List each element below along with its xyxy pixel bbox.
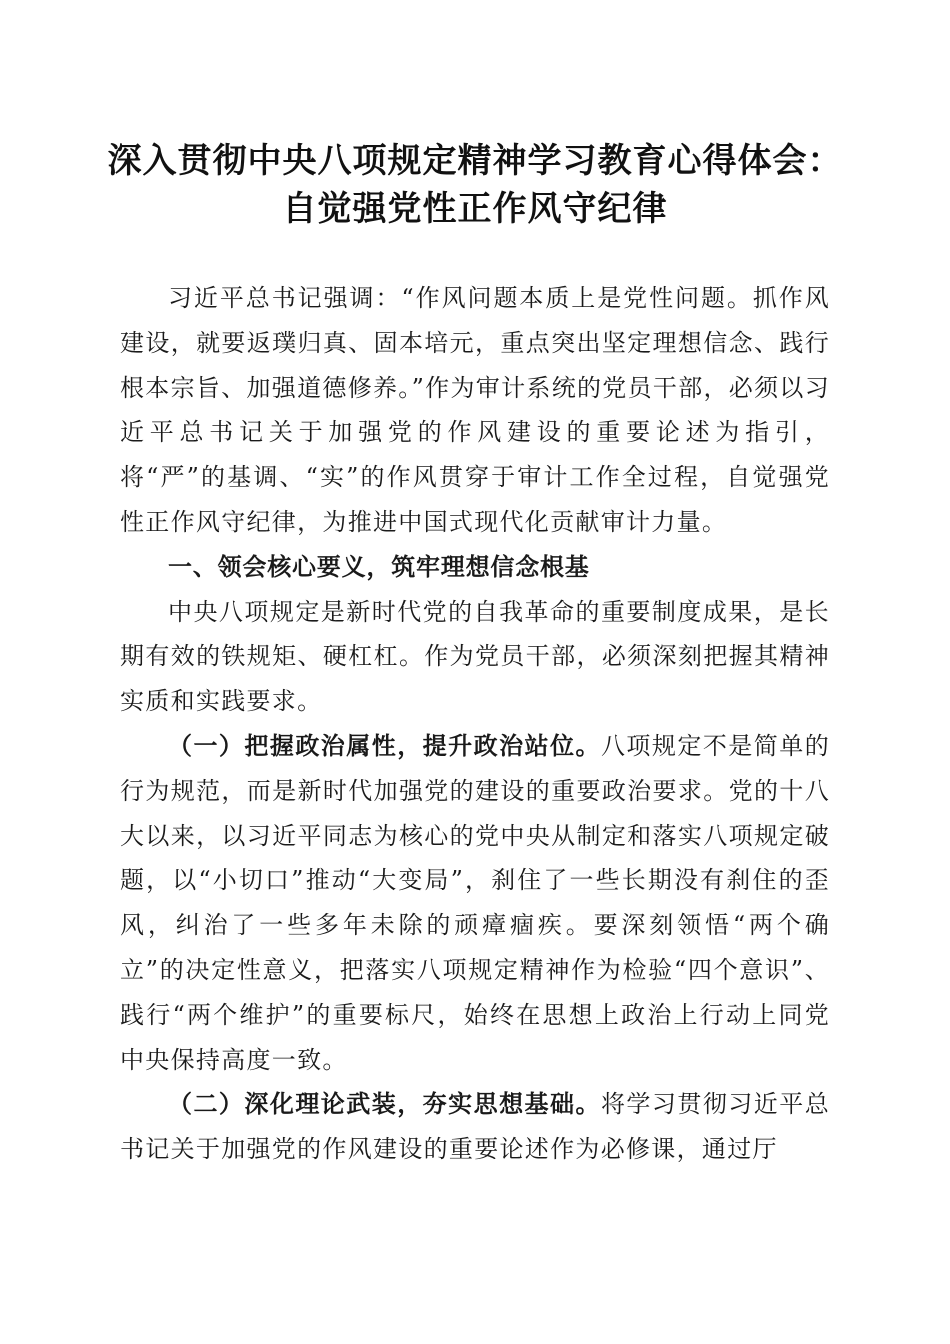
point-2-text: 将学习贯彻习近平总书记关于加强党的作风建设的重要论述作为必修课，通过厅 [120,1090,830,1164]
intro-paragraph: 习近平总书记强调：“作风问题本质上是党性问题。抓作风建设，就要返璞归真、固本培元，重点突出坚定理想信念、践行根本宗旨、加强道德修养。”作为审计系统的党员干部，必须以习近平总书记关于加强党的作风建设的重要论述为指引，将“严”的基调、“实”的作风贯穿于审计工作全过程，自觉强党性正作风守纪律，为推进中国式现代化贡献审计力量。 [120,284,830,536]
point-2-paragraph [120,1082,830,1172]
point-2-lead: （二）深化理论武装，夯实思想基础。 [168,1089,601,1119]
point-1-text: 八项规定不是简单的行为规范，而是新时代加强党的建设的重要政治要求。党的十八大以来，以习近平同志为核心的党中央从制定和落实八项规定破题，以“小切口”推动“大变局”，刹住了一些长期没有刹住的歪风，纠治了一些多年未除的顽瘴痼疾。要深刻领悟“两个确立”的决定性意义，把落实八项规定精神作为检验“四个意识”、践行“两个维护”的重要标尺，始终在思想上政治上行动上同党中央保持高度一致。 [120,731,830,1074]
section-1-intro-paragraph: 中央八项规定是新时代党的自我革命的重要制度成果，是长期有效的铁规矩、硬杠杠。作为党员干部，必须深刻把握其精神实质和实践要求。 [120,597,830,716]
document-title-line-1: 深入贯彻中央八项规定精神学习教育心得体会： [107,141,843,181]
point-1-lead: （一）把握政治属性，提升政治站位。 [168,730,601,760]
document-title-line-2: 自觉强党性正作风守纪律 [282,189,668,229]
point-1-paragraph [120,724,830,1082]
document-body [120,276,830,1172]
section-1-heading: 一、领会核心要义，筑牢理想信念根基 [168,552,590,581]
